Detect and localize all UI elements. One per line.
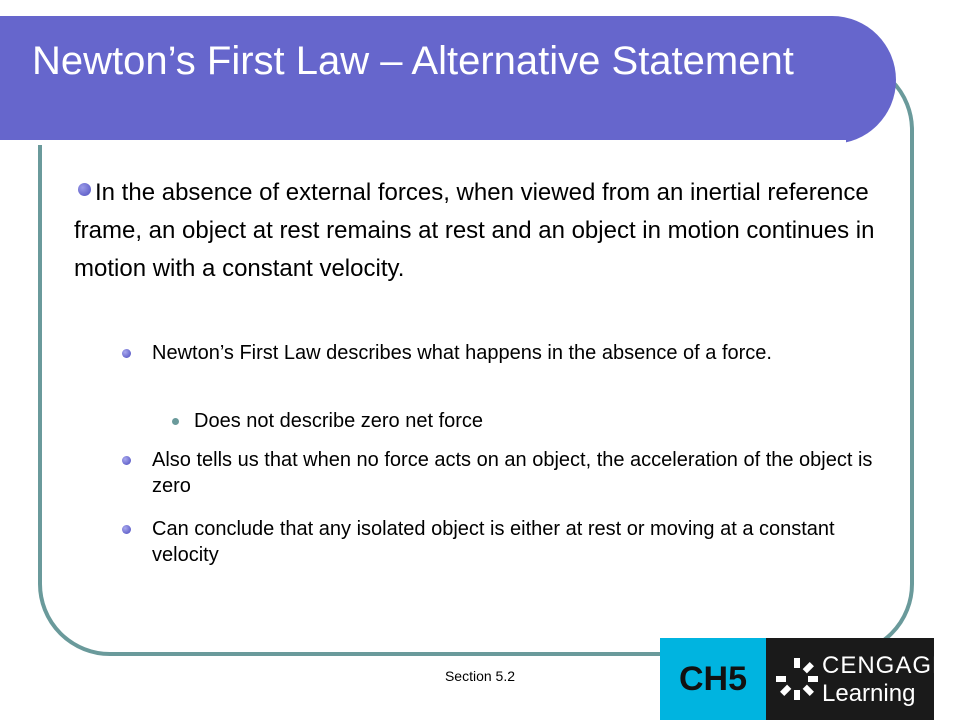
section-footer: Section 5.2 (444, 668, 516, 684)
cengage-mark-icon (774, 656, 820, 702)
subsub-bullet-1: Does not describe zero net force (194, 410, 484, 432)
chapter-badge: CH5 (660, 638, 766, 720)
sub-bullet-1: Newton’s First Law describes what happens in the absence of a force. (152, 342, 772, 364)
logo-text-learning: Learning (822, 680, 916, 707)
sub-bullet-3: Can conclude that any isolated object is either at rest or moving at a constant velocity (152, 518, 835, 566)
main-bullet (74, 174, 904, 288)
sub-bullet-dot-icon (122, 349, 131, 358)
main-bullet-text: In the absence of external forces, when viewed from an inertial reference frame, an object at rest remains at rest and an object in motion continues in motion with a constant velocity. (74, 179, 875, 282)
subsub-bullet-dot-icon (172, 418, 179, 425)
sub-bullet-dot-icon (122, 456, 131, 465)
logo-text-cengage: CENGAGE (822, 652, 950, 679)
sub-bullet-2: Also tells us that when no force acts on an object, the acceleration of the object is zero (152, 449, 873, 497)
slide-title: Newton’s First Law – Alternative Statement (32, 39, 794, 83)
cengage-logo (766, 638, 950, 720)
bullet-dot-icon (78, 183, 91, 196)
sub-bullet-dot-icon (122, 525, 131, 534)
